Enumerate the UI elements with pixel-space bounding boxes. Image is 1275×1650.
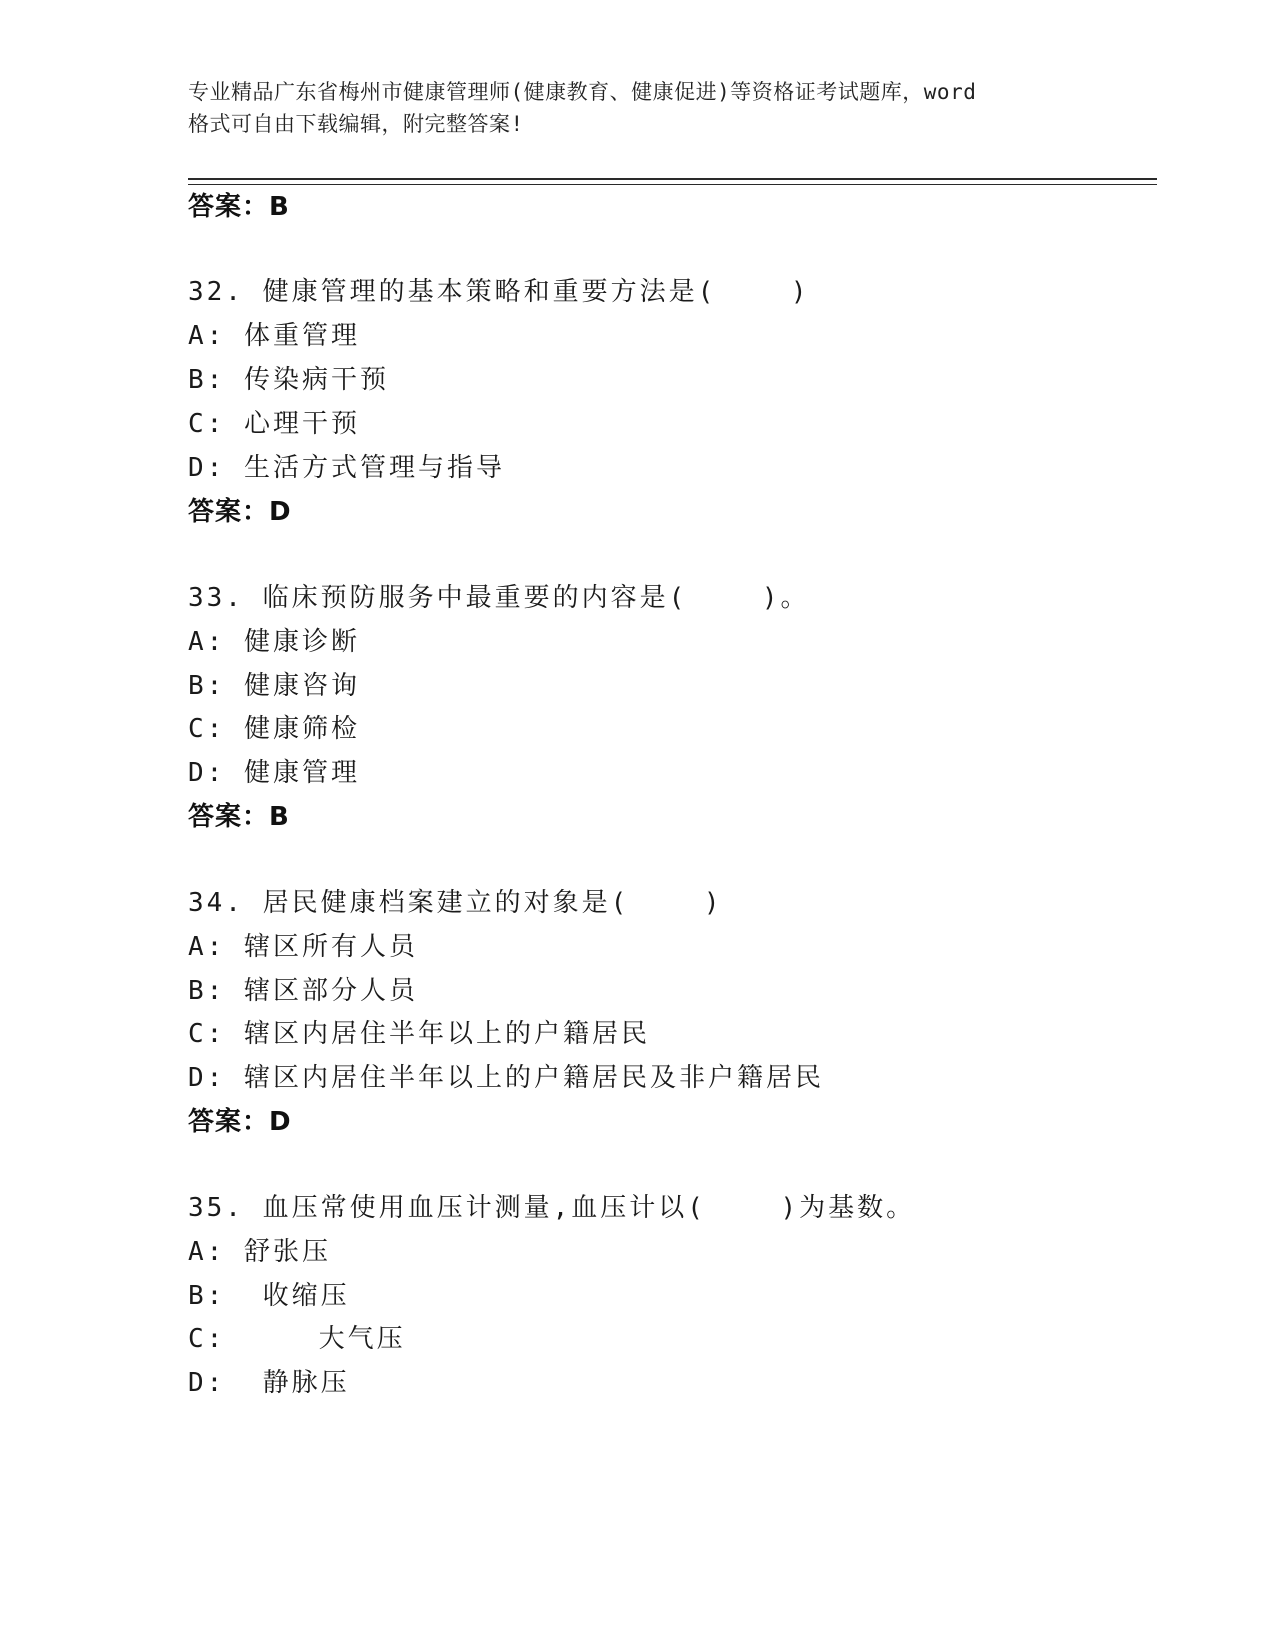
question-32-option-d: D: 生活方式管理与指导 <box>188 453 505 483</box>
document-header <box>188 76 1108 140</box>
question-34-answer: 答案：D <box>188 1107 292 1137</box>
question-32-stem: 32. 健康管理的基本策略和重要方法是( ) <box>188 277 810 307</box>
question-33-option-a: A: 健康诊断 <box>188 627 360 657</box>
question-35-option-a: A: 舒张压 <box>188 1237 331 1267</box>
question-33-option-c: C: 健康筛检 <box>188 714 360 744</box>
header-rule-thick <box>188 178 1157 180</box>
header-rule-thin <box>188 184 1157 185</box>
question-35-option-c: C: 大气压 <box>188 1324 406 1354</box>
question-35-option-d: D: 静脉压 <box>188 1368 350 1398</box>
question-34-option-d: D: 辖区内居住半年以上的户籍居民及非户籍居民 <box>188 1063 824 1093</box>
question-32-answer: 答案：D <box>188 497 292 527</box>
question-32-option-c: C: 心理干预 <box>188 409 360 439</box>
header-line-2: 格式可自由下载编辑，附完整答案! <box>188 112 524 136</box>
question-34-stem: 34. 居民健康档案建立的对象是( ) <box>188 888 723 918</box>
question-33-option-b: B: 健康咨询 <box>188 671 360 701</box>
question-32-option-b: B: 传染病干预 <box>188 365 389 395</box>
question-34-option-a: A: 辖区所有人员 <box>188 932 418 962</box>
question-33-stem: 33. 临床预防服务中最重要的内容是( )。 <box>188 583 810 613</box>
question-33-answer: 答案：B <box>188 802 290 832</box>
question-34-option-c: C: 辖区内居住半年以上的户籍居民 <box>188 1019 650 1049</box>
question-35-option-b: B: 收缩压 <box>188 1281 350 1311</box>
previous-answer: 答案：B <box>188 192 290 222</box>
question-34-option-b: B: 辖区部分人员 <box>188 976 418 1006</box>
question-33-option-d: D: 健康管理 <box>188 758 360 788</box>
question-35-stem: 35. 血压常使用血压计测量,血压计以( )为基数。 <box>188 1193 916 1223</box>
question-32-option-a: A: 体重管理 <box>188 321 360 351</box>
header-line-1: 专业精品广东省梅州市健康管理师(健康教育、健康促进)等资格证考试题库，word <box>188 80 977 104</box>
